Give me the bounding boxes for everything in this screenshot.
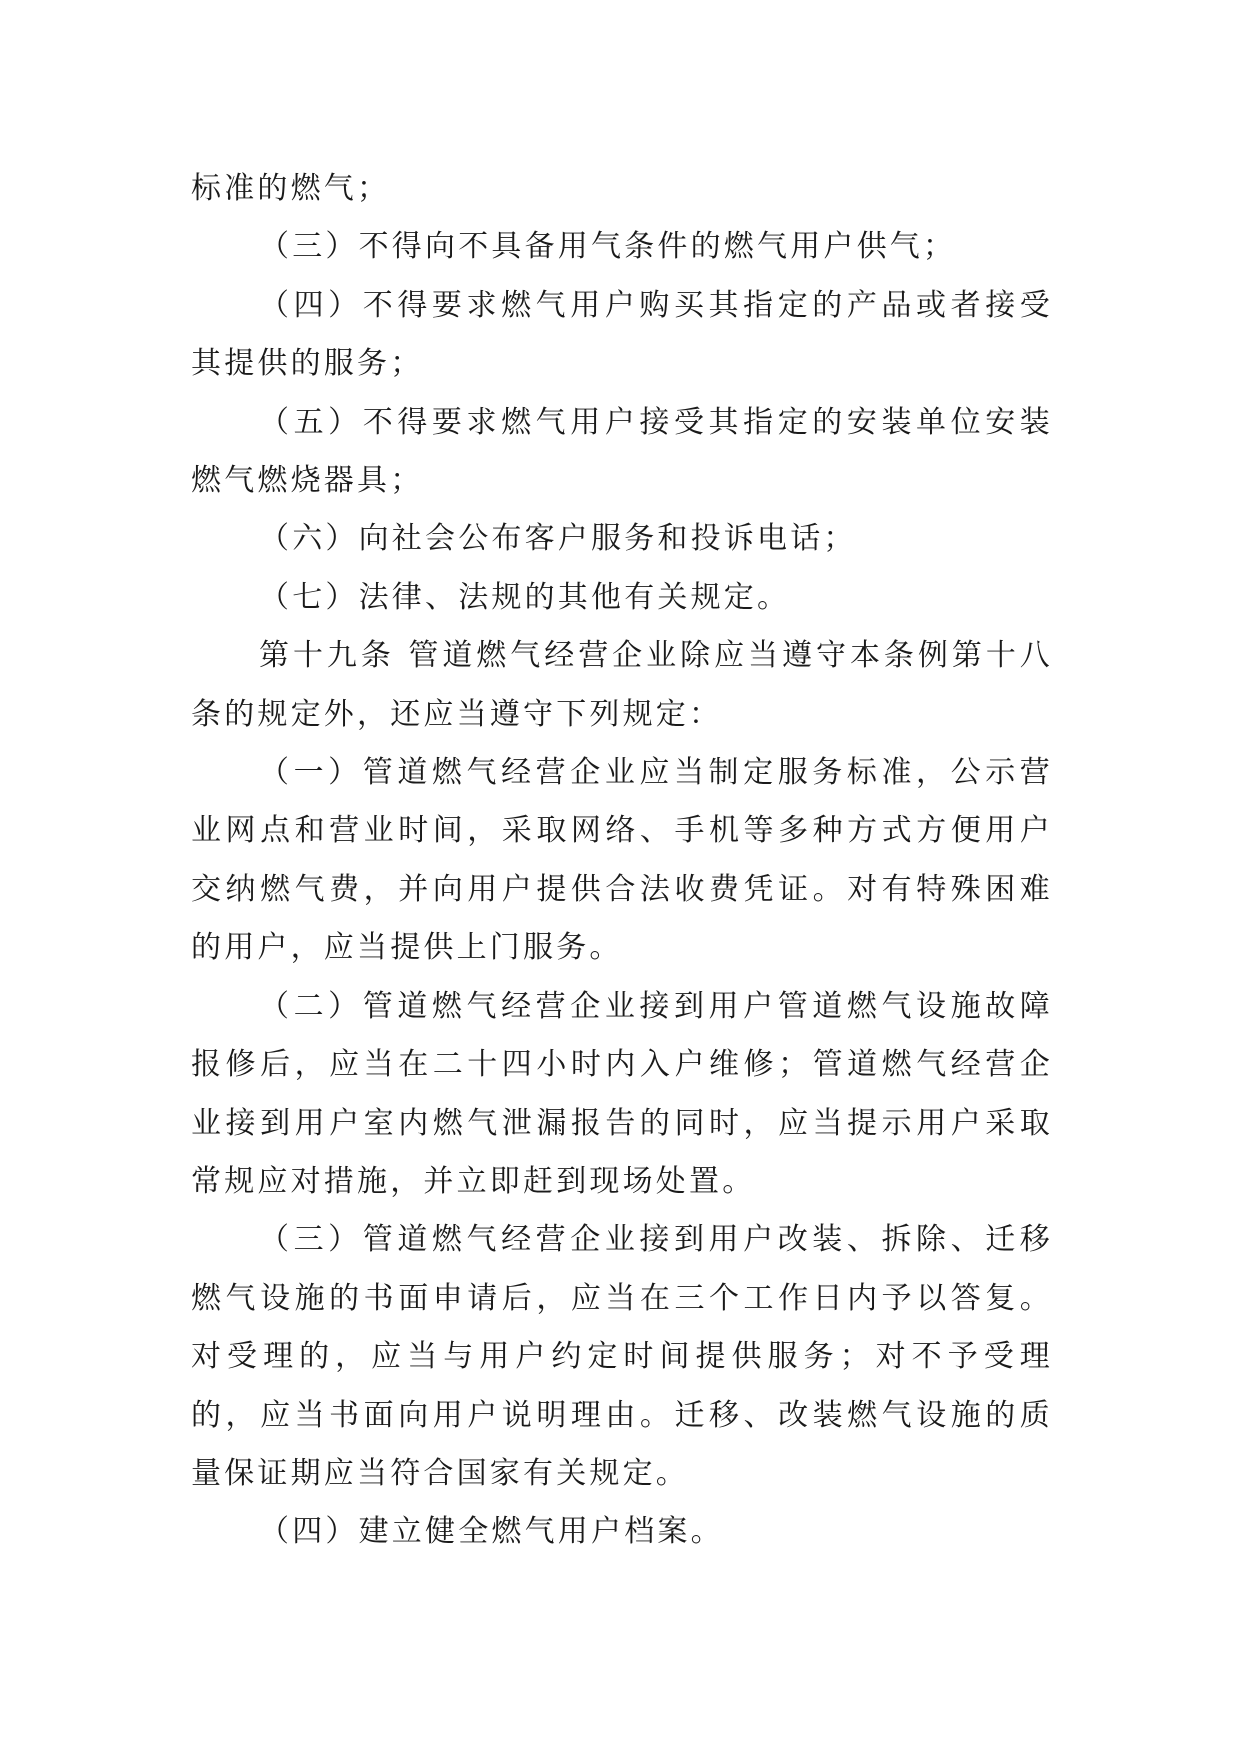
document-body	[191, 160, 1053, 1562]
paragraph-item-5: （五）不得要求燃气用户接受其指定的安装单位安装燃气燃烧器具；	[191, 404, 1053, 499]
article-19-item-2: （二）管道燃气经营企业接到用户管道燃气设施故障报修后，应当在二十四小时内入户维修；管道燃气经营企业接到用户室内燃气泄漏报告的同时，应当提示用户采取常规应对措施，并立即赶到现场处置。	[191, 988, 1053, 1199]
article-19-item-4: （四）建立健全燃气用户档案。	[259, 1514, 724, 1550]
article-19-item-3: （三）管道燃气经营企业接到用户改装、拆除、迁移燃气设施的书面申请后，应当在三个工作日内予以答复。对受理的，应当与用户约定时间提供服务；对不予受理的，应当书面向用户说明理由。迁移、改装燃气设施的质量保证期应当符合国家有关规定。	[191, 1222, 1053, 1491]
article-19-item-1: （一）管道燃气经营企业应当制定服务标准，公示营业网点和营业时间，采取网络、手机等多种方式方便用户交纳燃气费，并向用户提供合法收费凭证。对有特殊困难的用户，应当提供上门服务。	[191, 755, 1053, 966]
paragraph-item-4: （四）不得要求燃气用户购买其指定的产品或者接受其提供的服务；	[191, 287, 1053, 382]
paragraph-continuation: 标准的燃气；	[191, 171, 391, 206]
paragraph-item-6: （六）向社会公布客户服务和投诉电话；	[259, 521, 857, 557]
article-19-heading-paragraph: 第十九条 管道燃气经营企业除应当遵守本条例第十八条的规定外，还应当遵守下列规定：	[191, 638, 1053, 732]
paragraph-item-3: （三）不得向不具备用气条件的燃气用户供气；	[259, 229, 957, 265]
paragraph-item-7: （七）法律、法规的其他有关规定。	[259, 579, 791, 615]
